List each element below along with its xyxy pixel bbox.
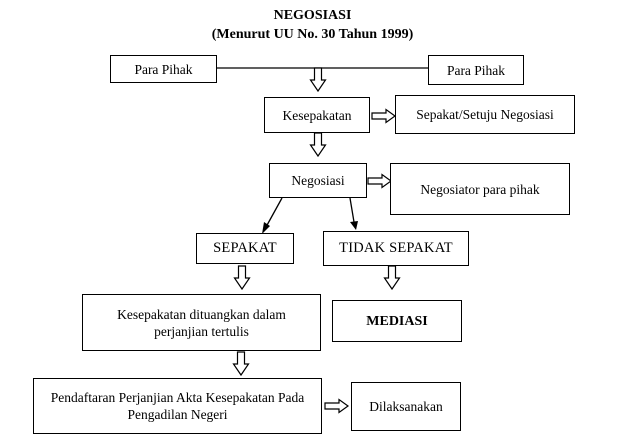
branch-line-left <box>266 198 282 227</box>
branch-arrowhead-right <box>350 221 358 230</box>
written-agreement-box: Kesepakatan dituangkan dalam perjanjian tertulis <box>82 294 321 351</box>
down-arrow-parties <box>311 68 326 91</box>
executed-box: Dilaksanakan <box>351 382 461 431</box>
party-right-box: Para Pihak <box>428 55 524 85</box>
registration-box: Pendaftaran Perjanjian Akta Kesepakatan Pada Pengadilan Negeri <box>33 378 322 434</box>
mediation-box: MEDIASI <box>332 300 462 342</box>
down-arrow-agreement <box>311 133 326 156</box>
party-left-box: Para Pihak <box>110 55 217 83</box>
agreed-box: SEPAKAT <box>196 233 294 264</box>
down-arrow-agreed <box>235 266 250 289</box>
diagram-subtitle: (Menurut UU No. 30 Tahun 1999) <box>211 27 414 42</box>
agreement-box: Kesepakatan <box>264 97 370 133</box>
negotiator-box: Negosiator para pihak <box>390 163 570 215</box>
diagram-title: NEGOSIASI <box>273 8 352 23</box>
agree-negotiation-box: Sepakat/Setuju Negosiasi <box>395 95 575 134</box>
down-arrow-written <box>234 352 249 375</box>
right-arrow-registration <box>325 400 348 413</box>
branch-line-right <box>350 198 354 222</box>
not-agreed-box: TIDAK SEPAKAT <box>323 231 469 266</box>
right-arrow-negotiation <box>368 175 391 188</box>
down-arrow-not-agreed <box>385 266 400 289</box>
negotiation-box: Negosiasi <box>269 163 367 198</box>
right-arrow-agreement <box>372 110 395 123</box>
